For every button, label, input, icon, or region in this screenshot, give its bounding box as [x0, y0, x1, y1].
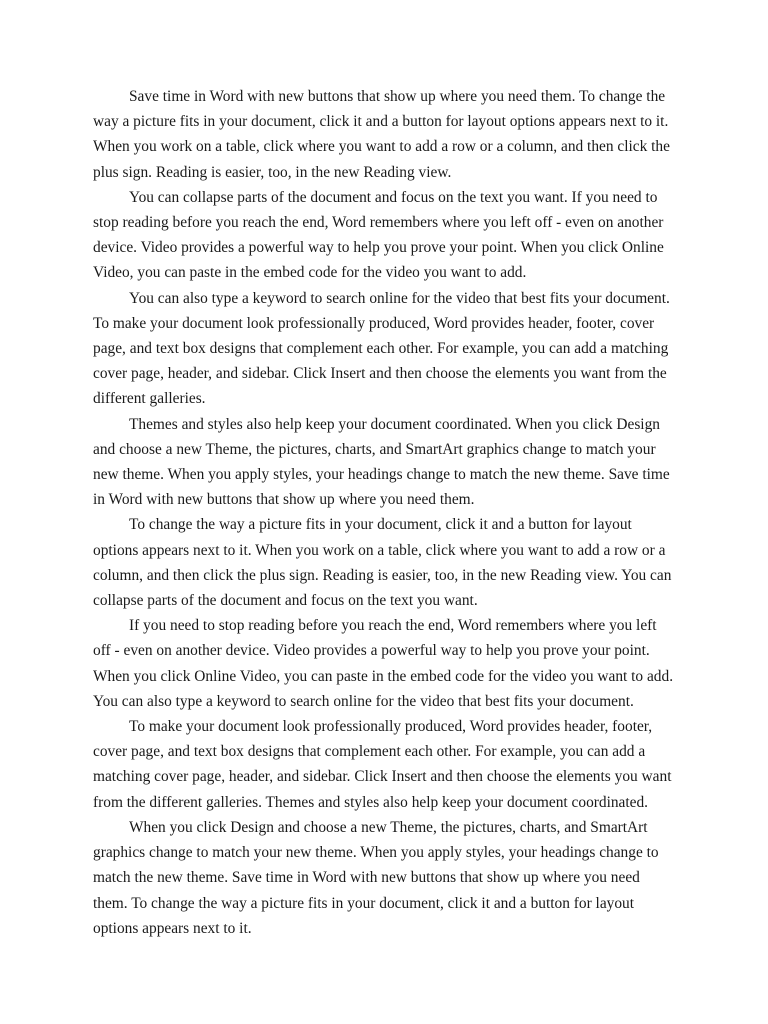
paragraph-3: You can also type a keyword to search online for the video that best fits your document. To make your document look professionally produced, Word provides header, footer, cover page, and text box designs that complement each other. For example, you can add a matching cover page, header, and sidebar. Click Insert and then choose the elements you want from the different galleries.	[93, 289, 670, 408]
paragraph-7: To make your document look professionally produced, Word provides header, footer, cover page, and text box designs that complement each other. For example, you can add a matching cover page, header, and sidebar. Click Insert and then choose the elements you want from the different galleries. Themes and styles also help keep your document coordinated.	[93, 718, 672, 811]
paragraph-5: To change the way a picture fits in your document, click it and a button for layout options appears next to it. When you work on a table, click where you want to add a row or a column, and then click the plus sign. Reading is easier, too, in the new Reading view. You can collapse parts of the document and focus on the text you want.	[93, 516, 672, 610]
paragraph-8: When you click Design and choose a new Theme, the pictures, charts, and SmartArt graphics change to match your new theme. When you apply styles, your headings change to match the new theme. Save time in Word with new buttons that show up where you need them. To change the way a picture fits in your document, click it and a button for layout options appears next to it.	[93, 818, 659, 937]
paragraph-1: Save time in Word with new buttons that show up where you need them. To change the way a picture fits in your document, click it and a button for layout options appears next to it. When you work on a table, click where you want to add a row or a column, and then click the plus sign. Reading is easier, too, in the new Reading view.	[93, 88, 670, 181]
document-page	[93, 84, 675, 941]
paragraph-6: If you need to stop reading before you reach the end, Word remembers where you left off - even on another device. Video provides a powerful way to help you prove your point. When you click Online Video, you can paste in the embed code for the video you want to add. You can also type a keyword to search online for the video that best fits your document.	[93, 617, 674, 710]
paragraph-2: You can collapse parts of the document and focus on the text you want. If you need to stop reading before you reach the end, Word remembers where you left off - even on another device. Video provides a powerful way to help you prove your point. When you click Online Video, you can paste in the embed code for the video you want to add.	[93, 188, 664, 282]
paragraph-4: Themes and styles also help keep your document coordinated. When you click Design and choose a new Theme, the pictures, charts, and SmartArt graphics change to match your new theme. When you apply styles, your headings change to match the new theme. Save time in Word with new buttons that show up where you need them.	[93, 415, 670, 509]
